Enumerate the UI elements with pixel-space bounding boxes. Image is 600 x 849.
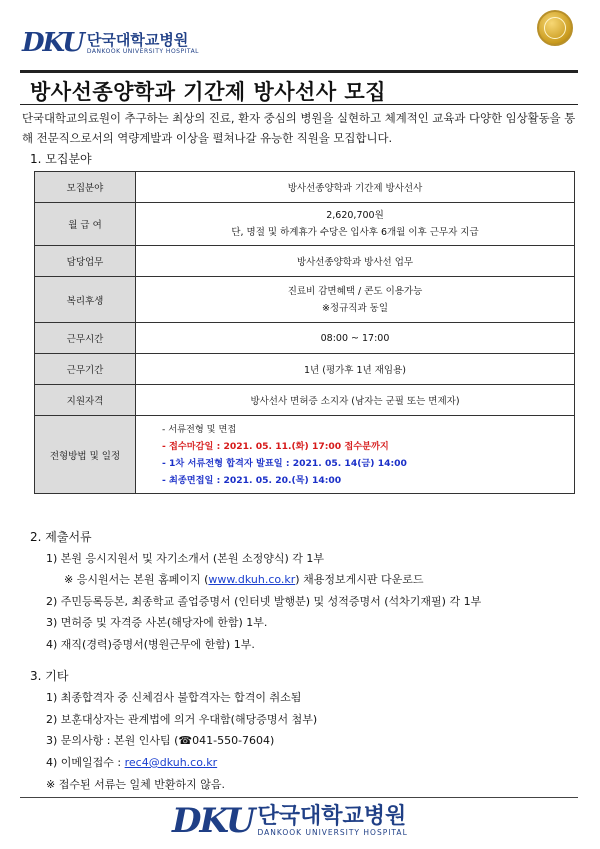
section2-heading: 2. 제출서류: [30, 530, 92, 544]
schedule-item: - 접수마감일 : 2021. 05. 11.(화) 17:00 접수분까지: [162, 440, 389, 452]
list-item: 1) 최종합격자 중 신체검사 불합격자는 합격이 취소됨: [46, 691, 302, 704]
intro-paragraph: 단국대학교의료원이 추구하는 최상의 진료, 환자 중심의 병원을 실현하고 체계적인 교육과 다양한 임상활동을 통해 전문직으로서의 역량계발과 이상을 펼쳐나갈 유능한 직원을 모집합니다.: [22, 111, 576, 145]
section3-heading: 3. 기타: [30, 669, 69, 683]
row-label: 월 급 여: [35, 203, 136, 246]
row-label: 지원자격: [35, 385, 136, 416]
logo-korean: 단국대학교병원: [86, 30, 189, 49]
title-rule: [20, 104, 578, 105]
table-row: [35, 385, 575, 416]
salary-amount: 2,620,700원: [326, 210, 384, 221]
logo-mark: DKU: [172, 801, 254, 841]
salary-note: 단, 명절 및 하계휴가 수당은 입사후 6개월 이후 근무자 지급: [231, 227, 479, 238]
logo-mark: DKU: [22, 28, 83, 58]
logo-text: [87, 32, 199, 55]
row-value: 08:00 ~ 17:00: [136, 323, 575, 354]
row-label: 전형방법 및 일정: [35, 416, 136, 494]
row-label: 담당업무: [35, 246, 136, 277]
list-item: 4) 재직(경력)증명서(병원근무에 한함) 1부.: [46, 638, 255, 651]
list-item: 3) 문의사항 : 본원 인사팀 (☎041-550-7604): [46, 734, 275, 747]
row-value: [136, 203, 575, 246]
table-row: [35, 246, 575, 277]
table-row: [35, 416, 575, 494]
section1-heading: 1. 모집분야: [30, 152, 92, 166]
schedule-item: - 서류전형 및 면접: [162, 423, 237, 435]
list-item-note: ※ 접수된 서류는 일체 반환하지 않음.: [46, 778, 225, 791]
list-item: 2) 주민등록등본, 최종학교 졸업증명서 (인터넷 발행분) 및 성적증명서 (석차기재필) 각 1부: [46, 595, 482, 608]
table-row: [35, 354, 575, 385]
benefit-note: ※정규직과 동일: [321, 302, 389, 314]
row-value: [136, 277, 575, 323]
table-row: [35, 277, 575, 323]
schedule-item: - 최종면접일 : 2021. 05. 20.(목) 14:00: [162, 474, 342, 486]
row-value: 방사선종양학과 방사선 업무: [136, 246, 575, 277]
list-item: 2) 보훈대상자는 관계법에 의거 우대함(해당증명서 첨부): [46, 713, 318, 726]
logo-korean: 단국대학교병원: [257, 803, 407, 829]
gold-seal-emblem: [537, 10, 573, 46]
schedule-item: - 1차 서류전형 합격자 발표일 : 2021. 05. 14(금) 14:00: [162, 457, 407, 469]
bottom-rule: [20, 797, 578, 798]
table-row: [35, 172, 575, 203]
email-link[interactable]: rec4@dkuh.co.kr: [124, 756, 218, 769]
schedule-cell: [136, 416, 575, 494]
footer-logo: [172, 801, 408, 841]
logo-english: DANKOOK UNIVERSITY HOSPITAL: [257, 827, 408, 837]
row-value: 방사선종양학과 기간제 방사선사: [136, 172, 575, 203]
list-item-note: ※ 응시원서는 본원 홈페이지 (www.dkuh.co.kr) 채용정보게시판 다운로드: [64, 573, 424, 586]
row-value: 1년 (평가후 1년 재임용): [136, 354, 575, 385]
row-label: 근무시간: [35, 323, 136, 354]
row-label: 근무기간: [35, 354, 136, 385]
row-label: 모집분야: [35, 172, 136, 203]
list-item: 4) 이메일접수 : rec4@dkuh.co.kr: [46, 756, 218, 769]
benefit-line: 진료비 감면혜택 / 콘도 이용가능: [287, 285, 423, 297]
top-rule: [20, 70, 578, 73]
list-item: 3) 면허증 및 자격증 사본(해당자에 한함) 1부.: [46, 616, 268, 629]
recruitment-table: [34, 171, 575, 494]
homepage-link[interactable]: www.dkuh.co.kr: [208, 573, 296, 586]
logo-text: [257, 803, 408, 837]
page-title: 방사선종양학과 기간제 방사선사 모집: [30, 80, 387, 104]
table-row: [35, 323, 575, 354]
row-label: 복리후생: [35, 277, 136, 323]
table-row: [35, 203, 575, 246]
row-value: 방사선사 면허증 소지자 (남자는 군필 또는 면제자): [136, 385, 575, 416]
list-item: 1) 본원 응시지원서 및 자기소개서 (본원 소정양식) 각 1부: [46, 552, 324, 565]
hospital-logo: [22, 30, 199, 56]
logo-english: DANKOOK UNIVERSITY HOSPITAL: [86, 47, 200, 55]
